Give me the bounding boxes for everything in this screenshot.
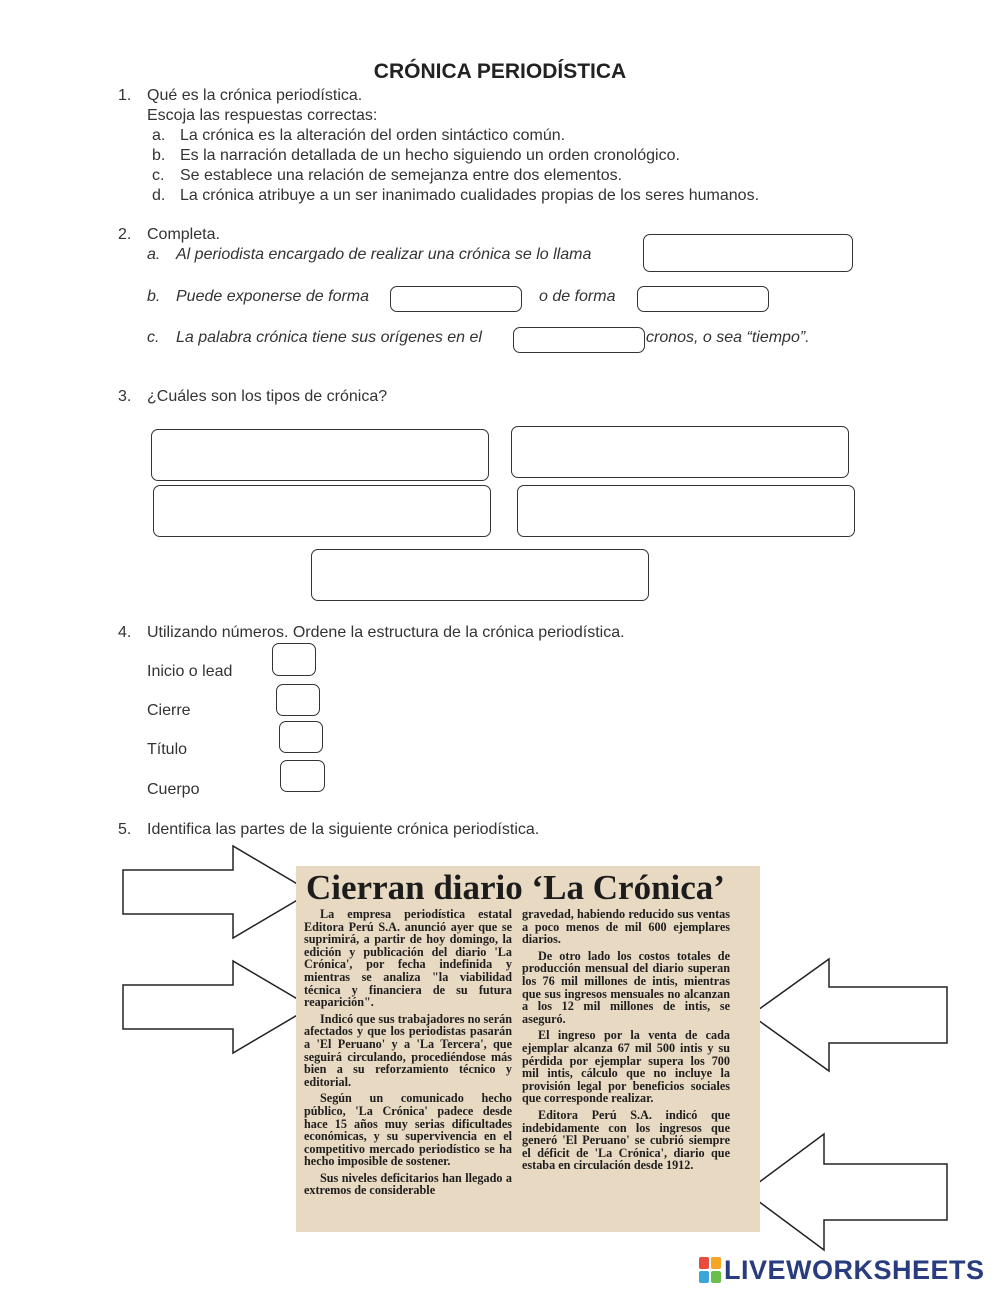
q4-order-input-cuerpo[interactable] — [280, 760, 325, 792]
q1-text: Qué es la crónica periodística. — [147, 87, 363, 104]
q3-answer-input-3[interactable] — [153, 485, 491, 537]
arrow-left-icon — [745, 955, 955, 1075]
q4-item-label: Inicio o lead — [147, 663, 233, 680]
q3-number: 3. — [118, 388, 132, 405]
page-title: CRÓNICA PERIODÍSTICA — [373, 60, 627, 83]
newspaper-clipping — [296, 866, 760, 1232]
q1-option-letter: b. — [152, 147, 166, 164]
q2-text: Completa. — [147, 226, 220, 243]
newspaper-column-2 — [522, 908, 730, 1176]
liveworksheets-logo-icon — [698, 1255, 722, 1285]
liveworksheets-logo-text: LIVEWORKSHEETS — [724, 1255, 985, 1285]
newspaper-paragraph: Sus niveles deficitarios han llegado a extremos de considerable — [304, 1170, 512, 1198]
q1-option-b[interactable]: Es la narración detallada de un hecho siguiendo un orden cronológico. — [180, 147, 680, 164]
q1-number: 1. — [118, 87, 132, 104]
q1-option-c[interactable]: Se establece una relación de semejanza entre dos elementos. — [180, 167, 623, 184]
q1-option-letter: c. — [152, 167, 165, 184]
q3-answer-input-5[interactable] — [311, 549, 649, 601]
arrow-right-icon — [115, 840, 315, 940]
q2-c-text2: cronos, o sea “tiempo”. — [646, 329, 810, 346]
q4-order-input-cierre[interactable] — [276, 684, 320, 716]
newspaper-headline: Cierran diario ‘La Crónica’ — [306, 868, 725, 907]
q4-item-label: Cuerpo — [147, 781, 200, 798]
q4-number: 4. — [118, 624, 132, 641]
q2-a-answer-input[interactable] — [643, 234, 853, 272]
newspaper-paragraph: Editora Perú S.A. indicó que indebidamente con los ingresos que generó 'El Peruano' se cubrió siempre el déficit de 'La Crónica', diario que estaba en circulación desde 1912. — [522, 1107, 730, 1173]
q2-c-text1: La palabra crónica tiene sus orígenes en el — [176, 329, 482, 346]
q3-text: ¿Cuáles son los tipos de crónica? — [147, 388, 388, 405]
q3-answer-input-1[interactable] — [151, 429, 489, 481]
q2-b-letter: b. — [147, 288, 161, 305]
q2-b-answer-input-2[interactable] — [637, 286, 769, 312]
q1-option-letter: a. — [152, 127, 166, 144]
arrow-left-icon — [740, 1130, 955, 1254]
newspaper-paragraph: gravedad, habiendo reducido sus ventas a poco menos de mil 600 ejemplares diarios. — [522, 907, 730, 947]
newspaper-paragraph: De otro lado los costos totales de producción mensual del diario superan los 76 mil millones de intis, mientras que sus ingresos mensuales no alcanzan a los 12 mil millones de intis, se aseguró. — [522, 948, 730, 1026]
q2-c-letter: c. — [147, 329, 160, 346]
newspaper-paragraph: Indicó que sus trabajadores no serán afectados y que los periodistas pasarán a 'El Peruano' y a 'La Tercera', que seguirá circulando, procediéndose más bien a su reforzamiento técnico y editorial. — [304, 1011, 512, 1089]
q4-item-label: Cierre — [147, 702, 191, 719]
arrow-right-icon — [115, 957, 315, 1057]
q1-option-d[interactable]: La crónica atribuye a un ser inanimado cualidades propias de los seres humanos. — [180, 187, 760, 204]
q3-answer-input-4[interactable] — [517, 485, 855, 537]
newspaper-paragraph: Según un comunicado hecho público, 'La Crónica' padece desde hace 15 años muy serias dificultades económicas, y su supervivencia en el competitivo mercado periodístico se ha hecho imposible de sostener. — [304, 1091, 512, 1169]
q5-text: Identifica las partes de la siguiente crónica periodística. — [147, 821, 540, 838]
q2-a-text: Al periodista encargado de realizar una crónica se lo llama — [176, 246, 592, 263]
q1-option-letter: d. — [152, 187, 166, 204]
q1-instruction: Escoja las respuestas correctas: — [147, 107, 378, 124]
newspaper-column-1 — [304, 908, 512, 1201]
newspaper-paragraph: El ingreso por la venta de cada ejemplar alcanza 67 mil 500 intis y su pérdida por ejemplar supera los 700 mil intis, cálculo que no incluye la provisión legal por beneficios sociales que corresponde realizar. — [522, 1028, 730, 1106]
q1-option-a[interactable]: La crónica es la alteración del orden sintáctico común. — [180, 127, 566, 144]
q4-order-input-titulo[interactable] — [279, 721, 323, 753]
q2-b-text1: Puede exponerse de forma — [176, 288, 370, 305]
q2-b-answer-input-1[interactable] — [390, 286, 522, 312]
q4-order-input-inicio[interactable] — [272, 643, 316, 676]
q2-b-text2: o de forma — [539, 288, 616, 305]
q2-c-answer-input[interactable] — [513, 327, 645, 353]
q4-text: Utilizando números. Ordene la estructura de la crónica periodística. — [147, 624, 625, 641]
q2-number: 2. — [118, 226, 132, 243]
q3-answer-input-2[interactable] — [511, 426, 849, 478]
q4-item-label: Título — [147, 741, 188, 758]
q2-a-letter: a. — [147, 246, 161, 263]
q5-number: 5. — [118, 821, 132, 838]
newspaper-paragraph: La empresa periodística estatal Editora Perú S.A. anunció ayer que se suprimirá, a partir de hoy domingo, la edición y publicación del diario 'La Crónica', por fecha indefinida y mientras se analiza "la viabilidad técnica y financiera de su futura reaparición". — [304, 907, 512, 1010]
